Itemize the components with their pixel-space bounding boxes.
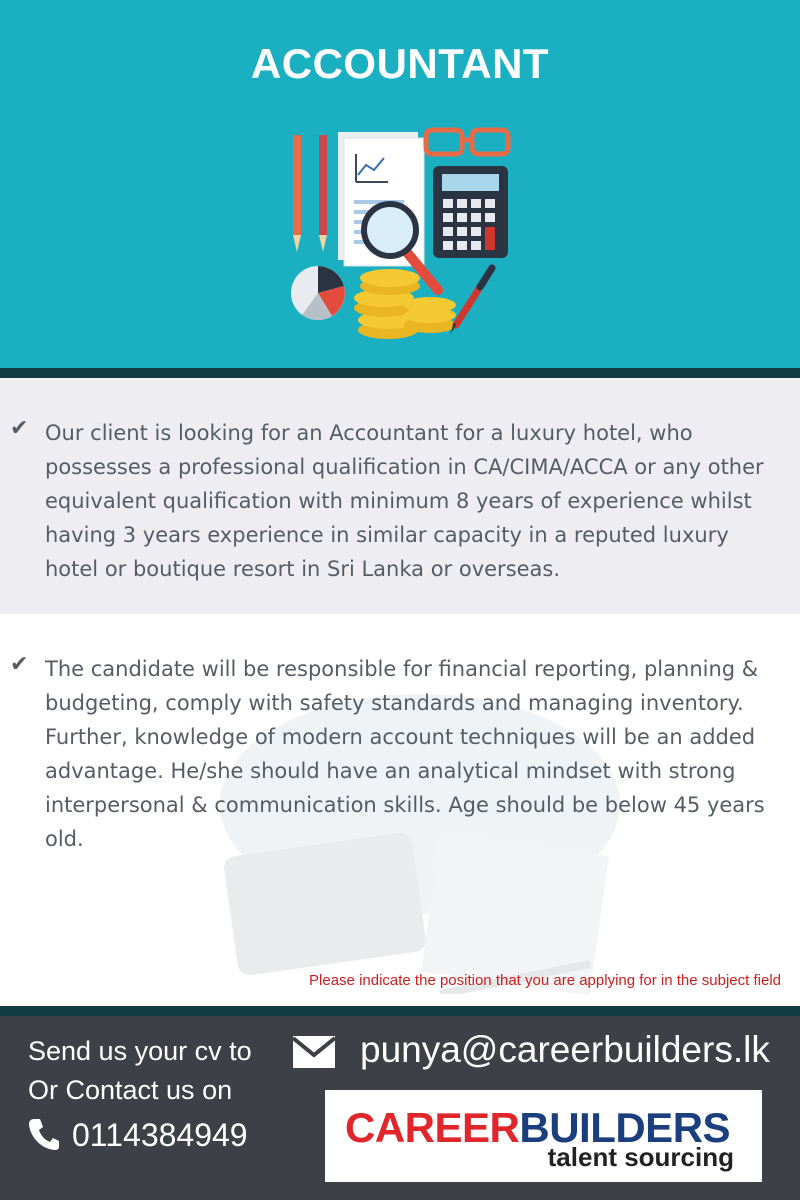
contact-label: Or Contact us on [28,1075,233,1105]
pencil-icon [293,135,327,252]
header-divider [0,368,800,378]
checkmark-icon: ✔ [10,652,29,677]
checkmark-icon: ✔ [10,416,29,441]
footer-divider [0,1006,800,1016]
bullet-text: Our client is looking for an Accountant for a luxury hotel, who possesses a professional qualification in CA/CIMA/ACCA or any other equivalent qualification with minimum 8 years of experience whilst having 3 years experience in similar capacity in a reputed luxury hotel or boutique resort in Sri Lanka or overseas. [45,421,764,581]
envelope-icon [292,1035,336,1069]
contact-phone[interactable]: 0114384949 [72,1117,248,1153]
phone-icon [28,1117,60,1151]
company-logo [325,1090,762,1182]
description-section [0,378,800,614]
application-note: Please indicate the position that you are applying for in the subject field [309,972,781,989]
pie-chart-icon [291,266,345,320]
accounting-tools-illustration [280,120,530,345]
logo-tagline: talent sourcing [547,1142,734,1172]
glasses-icon [426,130,508,154]
coins-icon [354,269,456,339]
send-cv-label: Send us your cv to [28,1036,252,1066]
bullet-text: The candidate will be responsible for financial reporting, planning & budgeting, comply with safety standards and managing inventory. Further, knowledge of modern account techniques will be an added advantage. He/she should have an analytical mindset with strong interpersonal & communication skills. Age should be below 45 years old. [45,657,765,851]
calculator-icon [433,166,508,258]
logo-part-builders: BUILDERS [519,1104,731,1151]
responsibilities-section [0,614,800,1006]
contact-email[interactable]: punya@careerbuilders.lk [360,1029,770,1070]
logo-part-career: CAREER [345,1104,520,1151]
pen-icon [450,268,492,335]
header-banner [0,0,800,368]
page-title: ACCOUNTANT [250,40,550,87]
